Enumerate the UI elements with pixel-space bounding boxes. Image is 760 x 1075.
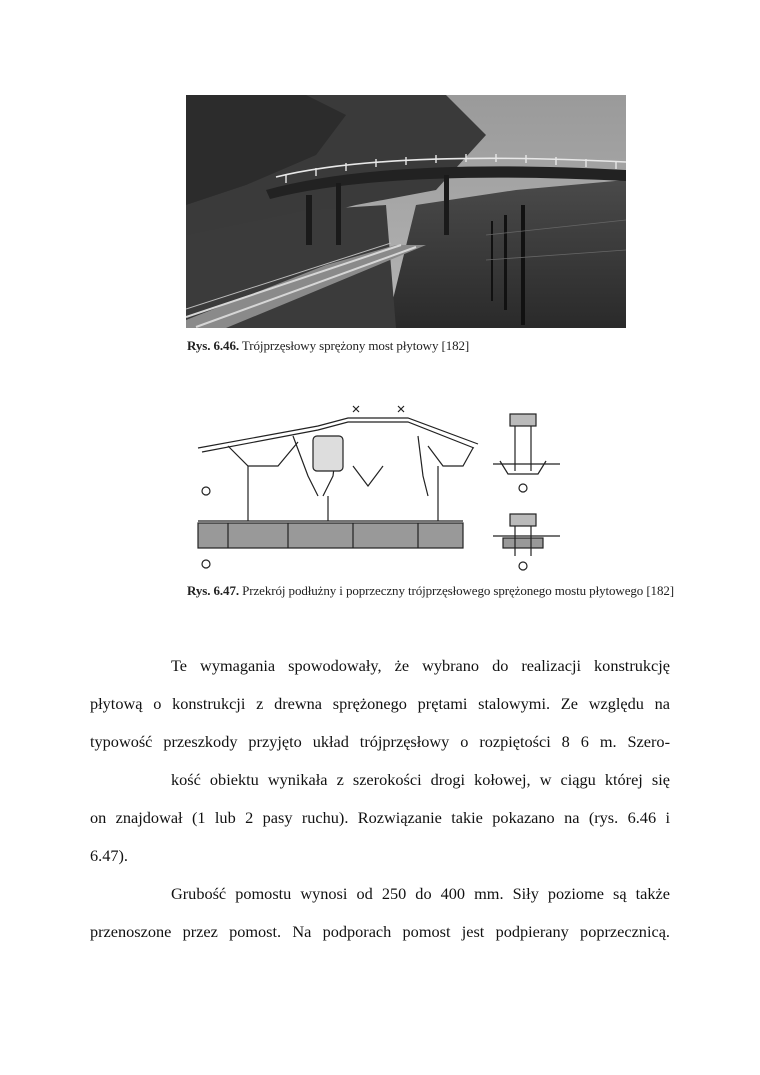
body-line-4: kość obiektu wynikała z szerokości drogi kołowej, w ciągu której się <box>171 770 670 789</box>
body-paragraphs <box>90 647 670 987</box>
figure-label: Rys. 6.46. <box>187 338 239 353</box>
figure-caption-6-46 <box>187 338 469 354</box>
figure-caption-text: Trójprzęsłowy sprężony most płytowy [182] <box>241 338 470 353</box>
figure-caption-text: Przekrój podłużny i poprzeczny trójprzęsłowego sprężonego mostu płytowego [182] <box>242 583 674 598</box>
bridge-section-drawing <box>188 396 573 576</box>
body-line-7: Grubość pomostu wynosi od 250 do 400 mm. Siły poziome są także <box>171 884 670 903</box>
body-line-2: płytową o konstrukcji z drewna sprężonego prętami stalowymi. Ze względu na <box>90 694 670 713</box>
body-line-1: Te wymagania spowodowały, że wybrano do realizacji konstrukcję <box>171 656 670 675</box>
body-line-5: on znajdował (1 lub 2 pasy ruchu). Rozwiązanie takie pokazano na (rys. 6.46 i <box>90 808 670 827</box>
bridge-photo <box>186 95 626 328</box>
body-line-8: przenoszone przez pomost. Na podporach pomost jest podpierany poprzecznicą. <box>90 922 670 941</box>
figure-label: Rys. 6.47. <box>187 583 239 598</box>
body-line-3: typowość przeszkody przyjęto układ trójprzęsłowy o rozpiętości 8 6 m. Szero- <box>90 732 670 751</box>
body-line-6: 6.47). <box>90 846 128 865</box>
figure-caption-6-47 <box>187 583 674 599</box>
